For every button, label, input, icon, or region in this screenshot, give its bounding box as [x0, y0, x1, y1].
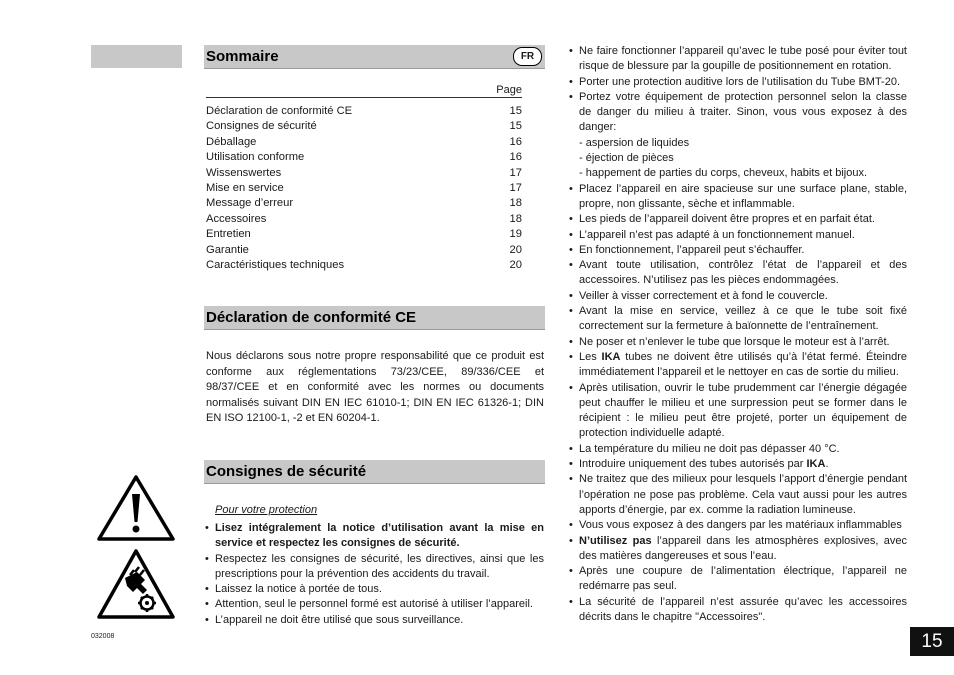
list-item: • N’utilisez pas l’appareil dans les atmosphères explosives, avec des matières dangereuses et sous l’eau.	[569, 534, 907, 565]
toc-entry	[206, 258, 522, 273]
toc-entry-page: 16	[509, 151, 522, 164]
list-item: • L’appareil ne doit être utilisé que sous surveillance.	[205, 613, 544, 628]
declaration-text: Nous déclarons sous notre propre responsabilité que ce produit est conforme aux réglementations 73/23/CEE, 89/336/CEE et 98/37/CEE et en conformité avec les normes ou documents normalisés suivant DIN EN IEC 61010-1; DIN EN IEC 61326-1; DIN EN ISO 12100-1, -2 et EN 60204-1.	[206, 350, 544, 424]
hand-entanglement-hazard-icon	[97, 548, 175, 620]
toc-entry-label: Garantie	[206, 243, 249, 256]
list-item: • Veiller à visser correctement et à fond le couvercle.	[569, 289, 907, 304]
toc-entry	[206, 181, 522, 196]
warning-triangle-icon	[97, 474, 175, 542]
list-item: • Après une coupure de l’alimentation électrique, l’appareil ne redémarre pas seul.	[569, 564, 907, 595]
toc-entry-label: Message d’erreur	[206, 197, 294, 210]
toc-entry-page: 18	[509, 212, 522, 225]
toc-entry-page: 15	[509, 120, 522, 133]
list-subitem: - happement de parties du corps, cheveux, habits et bijoux.	[579, 167, 868, 180]
toc-entry	[206, 119, 522, 134]
list-item: • Laissez la notice à portée de tous.	[205, 582, 544, 597]
list-item: • Vous vous exposez à des dangers par les matériaux inflammables	[569, 518, 907, 533]
toc-entry-page: 20	[509, 258, 522, 271]
list-item: • La température du milieu ne doit pas dépasser 40 °C.	[569, 442, 907, 457]
brand-ika: IKA	[601, 350, 621, 363]
toc-entry	[206, 243, 522, 258]
list-item: • Placez l’appareil en aire spacieuse sur une surface plane, stable, propre, non glissante, sèche et inflammable.	[569, 182, 907, 213]
list-item: • Avant la mise en service, veillez à ce que le tube soit fixé correctement sur la fermeture à baïonnette de l’entraînement.	[569, 304, 907, 335]
toc-entry-label: Consignes de sécurité	[206, 120, 317, 133]
toc-entry	[206, 104, 522, 119]
list-item: • Porter une protection auditive lors de l’utilisation du Tube BMT-20.	[569, 75, 907, 90]
list-item: • Après utilisation, ouvrir le tube prudemment car l’énergie dégagée peut chauffer le milieu et une surpression peut se former dans le récipient : le milieu peut être projeté, porter un équipement de protection individuelle adapté.	[569, 381, 907, 442]
list-subitem: - éjection de pièces	[579, 152, 674, 165]
toc-entry-label: Accessoires	[206, 212, 267, 225]
consignes-title: Consignes de sécurité	[206, 463, 367, 480]
list-item: • Ne traitez que des milieux pour lesquels l’apport d’énergie pendant l’opération ne pose pas problème. Cela vaut aussi pour les autres apports d’énergie, par ex. comme la radiation lumineuse.	[569, 472, 907, 518]
list-item: • Les IKA tubes ne doivent être utilisés qu’à l’état fermé. Éteindre immédiatement l’appareil et le nettoyer en cas de sortie du milieu.	[569, 350, 907, 381]
list-item: • La sécurité de l’appareil n’est assurée qu’avec les accessoires décrits dans le chapitre "Accessoires".	[569, 595, 907, 626]
toc-entry-label: Déballage	[206, 135, 257, 148]
list-item: • L’appareil n’est pas adapté à un fonctionnement manuel.	[569, 228, 907, 243]
list-item: • Portez votre équipement de protection personnel selon la classe de danger du milieu à traiter. Sinon, vous vous exposez à des danger:	[569, 90, 907, 136]
toc-entry	[206, 212, 522, 227]
toc-entry-page: 15	[509, 105, 522, 117]
list-item: • Ne faire fonctionner l’appareil qu’avec le tube posé pour éviter tout risque de blessure par la goupille de positionnement en rotation.	[569, 44, 907, 75]
toc-page-label: Page	[496, 84, 522, 96]
list-item: • Lisez intégralement la notice d’utilisation avant la mise en service et respectez les consignes de sécurité.	[205, 521, 544, 552]
toc-entry-label: Entretien	[206, 228, 251, 241]
toc-divider	[206, 97, 522, 98]
toc-entry-label: Déclaration de conformité CE	[206, 105, 353, 117]
brand-ika: IKA	[806, 458, 826, 471]
toc-entry-page: 19	[509, 228, 522, 241]
toc-entry-label: Wissenswertes	[206, 166, 282, 179]
language-badge: FR	[513, 47, 542, 66]
list-item: • En fonctionnement, l’appareil peut s’échauffer.	[569, 243, 907, 258]
safety-list-continued	[569, 44, 907, 625]
declaration-title: Déclaration de conformité CE	[206, 309, 417, 326]
consignes-list	[205, 521, 544, 628]
toc-entry	[206, 196, 522, 211]
toc-entry-page: 16	[509, 135, 522, 148]
toc-entry-label: Caractéristiques techniques	[206, 258, 345, 271]
table-of-contents	[206, 104, 522, 273]
sommaire-heading	[204, 45, 545, 69]
declaration-heading	[204, 306, 545, 330]
toc-entry-page: 17	[509, 166, 522, 179]
document-code: 032008	[91, 633, 115, 640]
toc-entry	[206, 166, 522, 181]
consignes-subtitle: Pour votre protection	[215, 504, 318, 516]
toc-entry-page: 20	[509, 243, 522, 256]
list-item: • Ne poser et n’enlever le tube que lorsque le moteur est à l’arrêt.	[569, 335, 907, 350]
toc-entry	[206, 227, 522, 242]
list-item: • Avant toute utilisation, contrôlez l’état de l’appareil et des accessoires. N’utilisez pas les pièces endommagées.	[569, 258, 907, 289]
list-item: • Les pieds de l’appareil doivent être propres et en parfait état.	[569, 212, 907, 227]
list-item: • Attention, seul le personnel formé est autorisé à utiliser l’appareil.	[205, 597, 544, 612]
toc-entry-page: 18	[509, 197, 522, 210]
list-item: • Introduire uniquement des tubes autorisés par IKA.	[569, 457, 907, 472]
list-subitem: - aspersion de liquides	[579, 136, 690, 149]
toc-entry	[206, 150, 522, 165]
side-gray-bar	[91, 45, 182, 68]
toc-entry-label: Mise en service	[206, 181, 284, 194]
toc-entry	[206, 135, 522, 150]
page-number: 15	[910, 627, 954, 656]
sommaire-title: Sommaire	[206, 48, 279, 65]
consignes-heading	[204, 460, 545, 484]
toc-entry-label: Utilisation conforme	[206, 151, 305, 164]
list-item: • Respectez les consignes de sécurité, les directives, ainsi que les prescriptions pour la prévention des accidents du travail.	[205, 552, 544, 583]
toc-entry-page: 17	[509, 181, 522, 194]
